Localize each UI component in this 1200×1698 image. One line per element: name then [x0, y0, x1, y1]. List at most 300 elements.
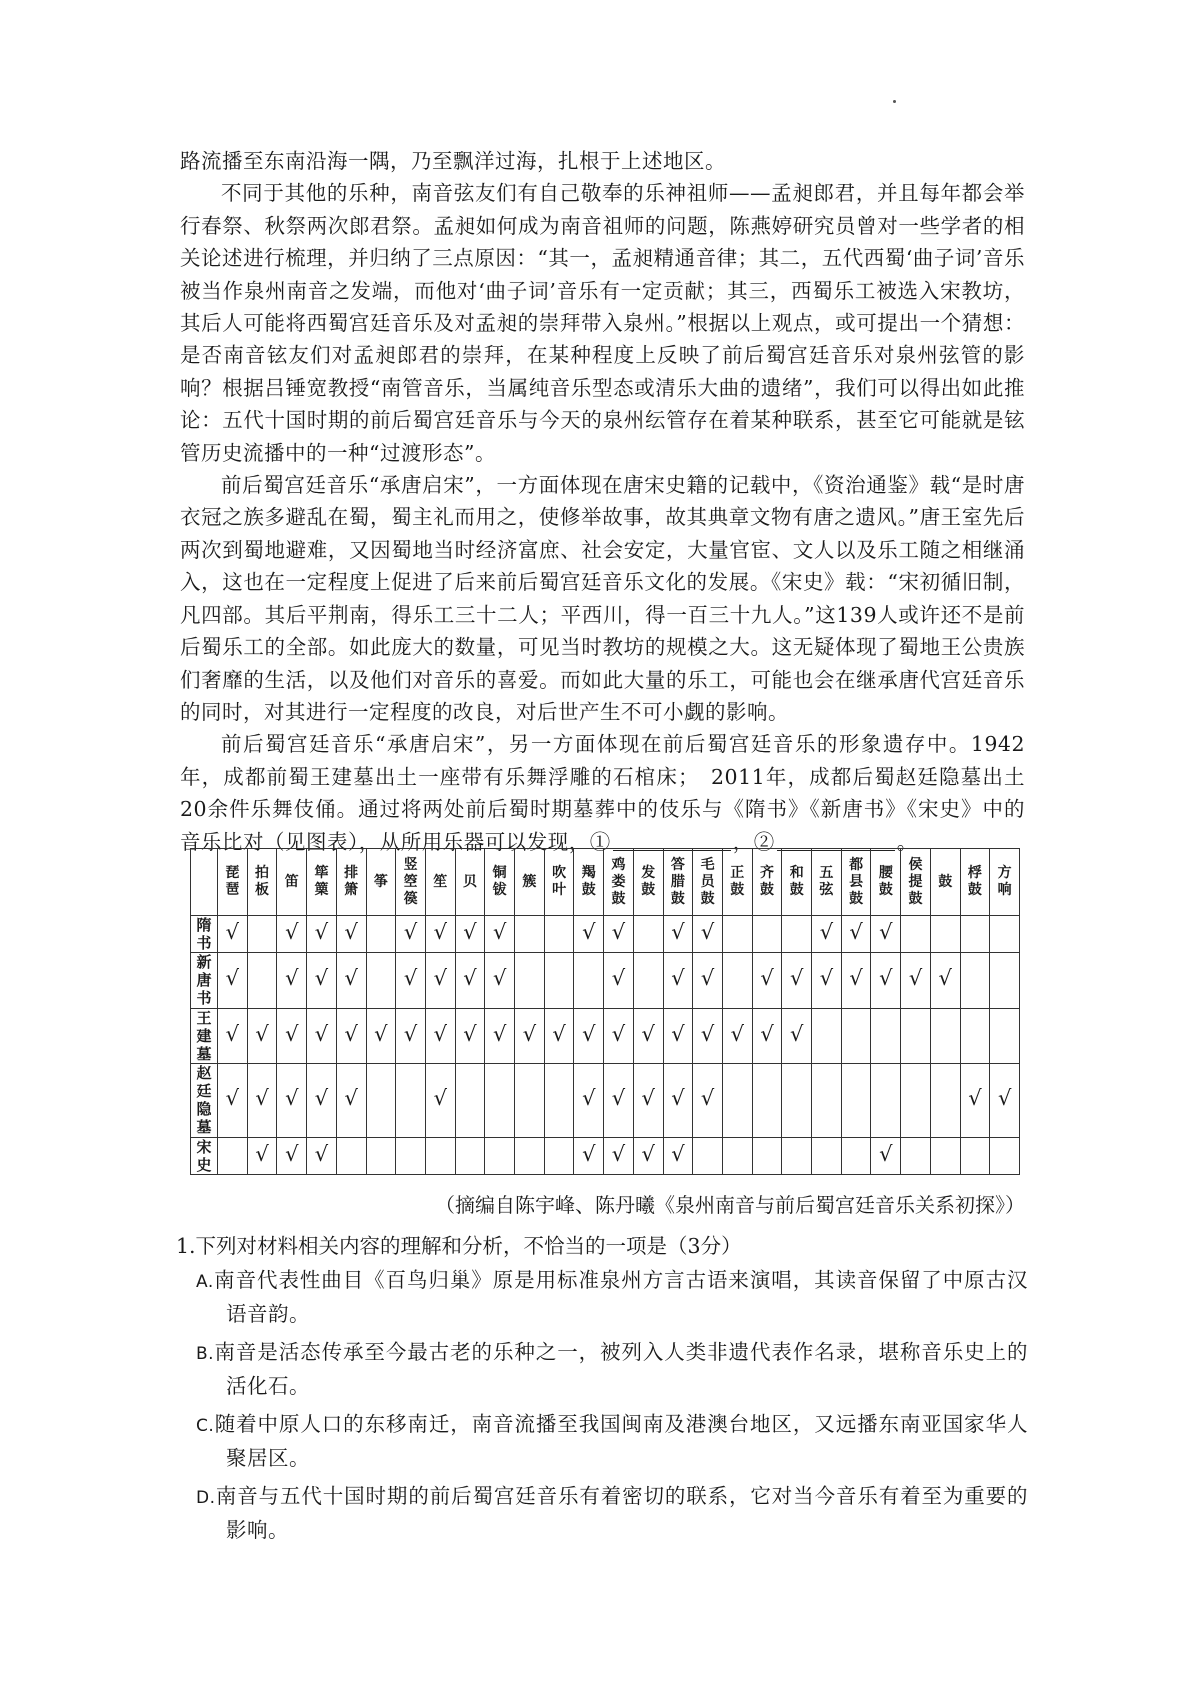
check-mark: √	[463, 920, 477, 945]
instrument-comparison-table-wrap	[190, 848, 1020, 1175]
table-cell	[307, 1137, 337, 1174]
table-cell	[515, 916, 545, 953]
source-citation: （摘编自陈宇峰、陈丹曦《泉州南音与前后蜀宫廷音乐关系初探》）	[435, 1193, 1025, 1217]
table-cell	[218, 1008, 248, 1063]
table-cell	[693, 953, 723, 1008]
source-label	[191, 916, 218, 953]
instrument-name: 五弦	[819, 865, 834, 898]
check-mark: √	[314, 1141, 329, 1166]
option-d[interactable]	[176, 1480, 1028, 1546]
table-cell	[990, 1137, 1020, 1174]
table-cell	[871, 1008, 901, 1063]
instrument-header	[218, 849, 248, 916]
table-cell	[218, 953, 248, 1008]
check-mark: √	[671, 1086, 685, 1111]
table-cell	[633, 916, 663, 953]
check-mark: √	[700, 1021, 715, 1046]
instrument-name: 都县鼓	[849, 856, 864, 907]
check-mark: √	[255, 1141, 269, 1166]
instrument-header	[871, 849, 901, 916]
instrument-name: 和鼓	[789, 865, 804, 898]
table-row	[191, 1064, 1020, 1138]
option-c-text: 随着中原人口的东移南迁，南音流播至我国闽南及港澳台地区，又远播东南亚国家华人聚居区。	[214, 1412, 1028, 1470]
table-cell	[366, 1008, 396, 1063]
table-cell	[425, 953, 455, 1008]
check-mark: √	[730, 1021, 744, 1046]
instrument-header	[663, 849, 693, 916]
table-cell	[693, 916, 723, 953]
instrument-header	[930, 849, 960, 916]
table-cell	[841, 1064, 871, 1138]
instrument-header	[396, 849, 426, 916]
passage-paragraph-4	[180, 728, 1025, 858]
check-mark: √	[344, 966, 358, 991]
table-cell	[277, 1008, 307, 1063]
table-cell	[396, 916, 426, 953]
table-cell	[633, 1008, 663, 1063]
instrument-name: 排箫	[344, 865, 359, 898]
instrument-name: 鼓	[938, 873, 953, 890]
table-cell	[247, 916, 277, 953]
instrument-name: 毛员鼓	[700, 856, 715, 907]
option-b[interactable]	[176, 1336, 1028, 1402]
instrument-name: 贝	[462, 873, 477, 890]
table-cell	[752, 916, 782, 953]
table-cell	[841, 953, 871, 1008]
source-label-text: 新唐书	[196, 953, 212, 1008]
table-cell	[663, 1137, 693, 1174]
check-mark: √	[314, 1021, 329, 1046]
instrument-header	[960, 849, 990, 916]
instrument-name: 铜钹	[492, 865, 507, 898]
blank-2-label: ②	[753, 829, 775, 854]
table-cell	[812, 1008, 842, 1063]
table-cell	[247, 1137, 277, 1174]
check-mark: √	[522, 1021, 537, 1046]
check-mark: √	[997, 1086, 1012, 1111]
check-mark: √	[611, 1021, 626, 1046]
table-cell	[336, 953, 366, 1008]
check-mark: √	[582, 1141, 596, 1166]
table-cell	[930, 953, 960, 1008]
table-cell	[663, 953, 693, 1008]
table-cell	[930, 1137, 960, 1174]
table-body	[191, 916, 1020, 1175]
table-cell	[960, 1008, 990, 1063]
option-a-text: 南音代表性曲目《百鸟归巢》原是用标准泉州方言古语来演唱，其读音保留了中原古汉语音韵。	[213, 1268, 1028, 1326]
table-cell	[574, 1137, 604, 1174]
check-mark: √	[433, 920, 447, 945]
check-mark: √	[433, 966, 447, 991]
check-mark: √	[552, 1021, 566, 1046]
reading-passage	[180, 145, 1025, 858]
table-cell	[604, 1008, 634, 1063]
table-cell	[366, 953, 396, 1008]
table-cell	[277, 1064, 307, 1138]
check-mark: √	[641, 1021, 655, 1046]
check-mark: √	[611, 1086, 626, 1111]
check-mark: √	[433, 1086, 447, 1111]
table-cell	[307, 1008, 337, 1063]
check-mark: √	[611, 920, 626, 945]
table-cell	[752, 953, 782, 1008]
instrument-header	[544, 849, 574, 916]
source-label	[191, 1137, 218, 1174]
table-cell	[396, 953, 426, 1008]
check-mark: √	[760, 966, 774, 991]
instrument-name: 腰鼓	[878, 865, 893, 898]
table-cell	[455, 916, 485, 953]
table-cell	[574, 916, 604, 953]
table-cell	[663, 1008, 693, 1063]
check-mark: √	[285, 920, 299, 945]
table-row	[191, 1137, 1020, 1174]
table-cell	[871, 1064, 901, 1138]
option-c[interactable]	[176, 1408, 1028, 1474]
check-mark: √	[225, 1021, 240, 1046]
check-mark: √	[790, 966, 804, 991]
blank-1-label: ①	[589, 829, 611, 854]
table-cell	[633, 1064, 663, 1138]
table-cell	[812, 1137, 842, 1174]
check-mark: √	[403, 966, 418, 991]
check-mark: √	[641, 1141, 655, 1166]
option-c-label: C.	[196, 1416, 215, 1436]
instrument-name: 琵琶	[225, 865, 240, 898]
instrument-name: 竖箜篌	[403, 856, 418, 907]
instrument-header	[574, 849, 604, 916]
check-mark: √	[285, 1021, 299, 1046]
check-mark: √	[285, 966, 299, 991]
instrument-header	[425, 849, 455, 916]
scan-speck	[893, 100, 896, 103]
table-cell	[752, 1008, 782, 1063]
instrument-name: 方响	[997, 865, 1012, 898]
table-cell	[515, 1064, 545, 1138]
table-cell	[604, 953, 634, 1008]
table-cell	[604, 1137, 634, 1174]
table-cell	[782, 1008, 812, 1063]
check-mark: √	[344, 1086, 358, 1111]
table-cell	[425, 916, 455, 953]
table-cell	[544, 1064, 574, 1138]
instrument-header	[307, 849, 337, 916]
instrument-name: 吹叶	[552, 865, 567, 898]
table-cell	[990, 916, 1020, 953]
table-cell	[930, 1064, 960, 1138]
source-label	[191, 953, 218, 1008]
table-header-row	[191, 849, 1020, 916]
check-mark: √	[225, 966, 240, 991]
table-cell	[871, 1137, 901, 1174]
table-cell	[515, 1137, 545, 1174]
check-mark: √	[819, 920, 834, 945]
table-cell	[782, 953, 812, 1008]
table-cell	[485, 1064, 515, 1138]
instrument-header	[990, 849, 1020, 916]
table-cell	[455, 953, 485, 1008]
table-cell	[485, 1137, 515, 1174]
check-mark: √	[790, 1021, 804, 1046]
table-cell	[366, 1137, 396, 1174]
blank-separator: ，	[732, 829, 754, 854]
table-cell	[485, 916, 515, 953]
table-cell	[336, 1008, 366, 1063]
check-mark: √	[611, 1141, 626, 1166]
table-cell	[693, 1064, 723, 1138]
instrument-name: 答腊鼓	[670, 856, 685, 907]
table-cell	[307, 953, 337, 1008]
instrument-header	[693, 849, 723, 916]
check-mark: √	[344, 1021, 358, 1046]
passage-paragraph-3: 前后蜀宫廷音乐“承唐启宋”，一方面体现在唐宋史籍的记载中，《资治通鉴》载“是时唐衣冠之族多避乱在蜀，蜀主礼而用之，使修举故事，故其典章文物有唐之遗风。”唐王室先后两次到蜀地避难，又因蜀地当时经济富庶、社会安定，大量官宦、文人以及乐工随之相继涌入，这也在一定程度上促进了后来前后蜀宫廷音乐文化的发展。《宋史》载：“宋初循旧制，凡四部。其后平荆南，得乐工三十二人；平西川，得一百三十九人。”这139人或许还不是前后蜀乐工的全部。如此庞大的数量，可见当时教坊的规模之大。这无疑体现了蜀地王公贵族们奢靡的生活，以及他们对音乐的喜爱。而如此大量的乐工，可能也会在继承唐代宫廷音乐的同时，对其进行一定程度的改良，对后世产生不可小觑的影响。	[180, 473, 1025, 724]
table-cell	[693, 1008, 723, 1063]
table-cell	[663, 1064, 693, 1138]
check-mark: √	[314, 1086, 329, 1111]
check-mark: √	[760, 1021, 774, 1046]
table-cell	[812, 916, 842, 953]
instrument-name: 发鼓	[641, 865, 656, 898]
option-d-text: 南音与五代十国时期的前后蜀宫廷音乐有着密切的联系，它对当今音乐有着至为重要的影响。	[215, 1484, 1028, 1542]
option-b-text: 南音是活态传承至今最古老的乐种之一，被列入人类非遗代表作名录，堪称音乐史上的活化石。	[214, 1340, 1028, 1398]
table-cell	[722, 953, 752, 1008]
check-mark: √	[463, 966, 477, 991]
option-d-label: D.	[196, 1488, 216, 1508]
check-mark: √	[344, 920, 358, 945]
question-stem: 1.下列对材料相关内容的理解和分析，不恰当的一项是（3分）	[176, 1234, 742, 1258]
instrument-header	[515, 849, 545, 916]
table-cell	[307, 1064, 337, 1138]
instrument-header	[485, 849, 515, 916]
table-cell	[455, 1008, 485, 1063]
instrument-header	[722, 849, 752, 916]
check-mark: √	[492, 920, 507, 945]
check-mark: √	[671, 966, 685, 991]
table-cell	[277, 953, 307, 1008]
table-row	[191, 1008, 1020, 1063]
table-cell	[396, 1064, 426, 1138]
table-cell	[722, 916, 752, 953]
check-mark: √	[403, 1021, 418, 1046]
table-cell	[425, 1064, 455, 1138]
source-label-text: 王建墓	[196, 1008, 212, 1063]
table-cell	[425, 1137, 455, 1174]
table-cell	[247, 1008, 277, 1063]
instrument-header	[782, 849, 812, 916]
table-cell	[960, 1137, 990, 1174]
table-cell	[930, 1008, 960, 1063]
table-cell	[871, 916, 901, 953]
table-cell	[336, 1064, 366, 1138]
table-cell	[841, 916, 871, 953]
check-mark: √	[671, 1021, 685, 1046]
paragraph-end-mark: 。	[896, 829, 918, 854]
table-cell	[544, 953, 574, 1008]
table-cell	[396, 1008, 426, 1063]
check-mark: √	[641, 1086, 655, 1111]
table-cell	[366, 1064, 396, 1138]
table-cell	[277, 916, 307, 953]
check-mark: √	[314, 920, 329, 945]
table-cell	[574, 953, 604, 1008]
table-cell	[425, 1008, 455, 1063]
check-mark: √	[908, 966, 923, 991]
check-mark: √	[849, 920, 863, 945]
table-cell	[544, 916, 574, 953]
check-mark: √	[700, 1086, 715, 1111]
table-cell	[782, 1064, 812, 1138]
check-mark: √	[582, 1021, 596, 1046]
check-mark: √	[285, 1141, 299, 1166]
source-label-text: 宋史	[196, 1137, 212, 1174]
table-cell	[574, 1008, 604, 1063]
table-cell	[455, 1137, 485, 1174]
table-cell	[633, 1137, 663, 1174]
corner-cell	[191, 849, 218, 916]
check-mark: √	[255, 1086, 269, 1111]
instrument-name: 鸡娄鼓	[611, 856, 626, 907]
check-mark: √	[255, 1021, 269, 1046]
source-label-text: 隋书	[196, 916, 212, 953]
table-cell	[574, 1064, 604, 1138]
table-cell	[901, 1137, 931, 1174]
instrument-name: 簇	[522, 873, 537, 890]
table-cell	[960, 953, 990, 1008]
instrument-header	[247, 849, 277, 916]
instrument-name: 筚篥	[314, 865, 329, 898]
table-cell	[633, 953, 663, 1008]
table-row	[191, 916, 1020, 953]
table-cell	[336, 1137, 366, 1174]
option-a[interactable]	[176, 1264, 1028, 1330]
table-cell	[960, 916, 990, 953]
instrument-name: 羯鼓	[581, 865, 596, 898]
table-cell	[752, 1137, 782, 1174]
table-cell	[366, 916, 396, 953]
table-cell	[960, 1064, 990, 1138]
table-cell	[336, 916, 366, 953]
check-mark: √	[700, 920, 715, 945]
table-cell	[455, 1064, 485, 1138]
instrument-header	[366, 849, 396, 916]
table-cell	[218, 1064, 248, 1138]
table-cell	[901, 916, 931, 953]
table-cell	[990, 953, 1020, 1008]
table-cell	[901, 1064, 931, 1138]
check-mark: √	[403, 920, 418, 945]
check-mark: √	[582, 1086, 596, 1111]
instrument-header	[841, 849, 871, 916]
table-cell	[515, 953, 545, 1008]
table-cell	[604, 1064, 634, 1138]
check-mark: √	[314, 966, 329, 991]
table-cell	[722, 1064, 752, 1138]
passage-paragraph-2: 不同于其他的乐种，南音弦友们有自己敬奉的乐神祖师——孟昶郎君，并且每年都会举行春祭、秋祭两次郎君祭。孟昶如何成为南音祖师的问题，陈燕婷研究员曾对一些学者的相关论述进行梳理，并归纳了三点原因：“其一，孟昶精通音律；其二，五代西蜀‘曲子词’音乐被当作泉州南音之发端，而他对‘曲子词’音乐有一定贡献；其三，西蜀乐工被选入宋教坊，其后人可能将西蜀宫廷音乐及对孟昶的崇拜带入泉州。”根据以上观点，或可提出一个猜想：是否南音铉友们对孟昶郎君的崇拜，在某种程度上反映了前后蜀宫廷音乐对泉州弦管的影响？根据吕锤宽教授“南管音乐，当属纯音乐型态或清乐大曲的遗绪”，我们可以得出如此推论：五代十国时期的前后蜀宫廷音乐与今天的泉州纭管存在着某种联系，甚至它可能就是铉管历史流播中的一种“过渡形态”。	[180, 181, 1025, 465]
table-cell	[515, 1008, 545, 1063]
table-cell	[722, 1008, 752, 1063]
table-cell	[901, 953, 931, 1008]
instrument-header	[633, 849, 663, 916]
table-cell	[752, 1064, 782, 1138]
passage-paragraph-1: 路流播至东南沿海一隅，乃至飘洋过海，扎根于上述地区。	[180, 149, 726, 173]
table-cell	[812, 1064, 842, 1138]
check-mark: √	[492, 966, 507, 991]
instrument-header	[604, 849, 634, 916]
check-mark: √	[879, 966, 893, 991]
instrument-name: 拍板	[255, 865, 270, 898]
check-mark: √	[671, 920, 685, 945]
table-cell	[901, 1008, 931, 1063]
table-cell	[307, 916, 337, 953]
instrument-name: 齐鼓	[760, 865, 774, 898]
instrument-name: 笛	[284, 873, 299, 890]
check-mark: √	[879, 1141, 893, 1166]
instrument-header	[455, 849, 485, 916]
table-cell	[247, 953, 277, 1008]
instrument-header	[336, 849, 366, 916]
table-cell	[990, 1064, 1020, 1138]
table-cell	[218, 916, 248, 953]
check-mark: √	[285, 1086, 299, 1111]
instrument-name: 侯提鼓	[908, 856, 923, 907]
check-mark: √	[225, 920, 240, 945]
instrument-name: 桴鼓	[967, 865, 982, 898]
table-cell	[782, 1137, 812, 1174]
instrument-header	[901, 849, 931, 916]
table-cell	[663, 916, 693, 953]
instrument-name: 正鼓	[730, 865, 745, 898]
check-mark: √	[968, 1086, 982, 1111]
table-cell	[812, 953, 842, 1008]
table-cell	[693, 1137, 723, 1174]
check-mark: √	[700, 966, 715, 991]
check-mark: √	[611, 966, 626, 991]
check-mark: √	[463, 1021, 477, 1046]
instrument-comparison-table	[190, 848, 1020, 1175]
source-label-text: 赵廷隐墓	[196, 1064, 212, 1137]
table-cell	[396, 1137, 426, 1174]
check-mark: √	[582, 920, 596, 945]
check-mark: √	[849, 966, 863, 991]
source-label	[191, 1008, 218, 1063]
table-cell	[990, 1008, 1020, 1063]
check-mark: √	[225, 1086, 240, 1111]
check-mark: √	[938, 966, 952, 991]
table-cell	[782, 916, 812, 953]
question-1	[176, 1230, 1028, 1552]
table-cell	[841, 1137, 871, 1174]
table-cell	[544, 1008, 574, 1063]
check-mark: √	[879, 920, 893, 945]
table-cell	[485, 1008, 515, 1063]
table-cell	[544, 1137, 574, 1174]
paragraph-4-text: 前后蜀宫廷音乐“承唐启宋”，另一方面体现在前后蜀宫廷音乐的形象遗存中。1942年，成都前蜀王建墓出土一座带有乐舞浮雕的石棺床； 2011年，成都后蜀赵廷隐墓出土20余件乐舞伎俑。通过将两处前后蜀时期墓葬中的伎乐与《隋书》《新唐书》《宋史》中的音乐比对（见图表），从所用乐器可以发现，	[180, 732, 1025, 854]
check-mark: √	[433, 1021, 447, 1046]
source-label	[191, 1064, 218, 1138]
table-cell	[485, 953, 515, 1008]
check-mark: √	[374, 1021, 388, 1046]
table-row	[191, 953, 1020, 1008]
table-cell	[722, 1137, 752, 1174]
instrument-header	[752, 849, 782, 916]
instrument-name: 筝	[373, 873, 388, 890]
instrument-header	[277, 849, 307, 916]
check-mark: √	[819, 966, 834, 991]
table-cell	[277, 1137, 307, 1174]
check-mark: √	[671, 1141, 685, 1166]
instrument-header	[812, 849, 842, 916]
instrument-name: 笙	[433, 873, 448, 890]
